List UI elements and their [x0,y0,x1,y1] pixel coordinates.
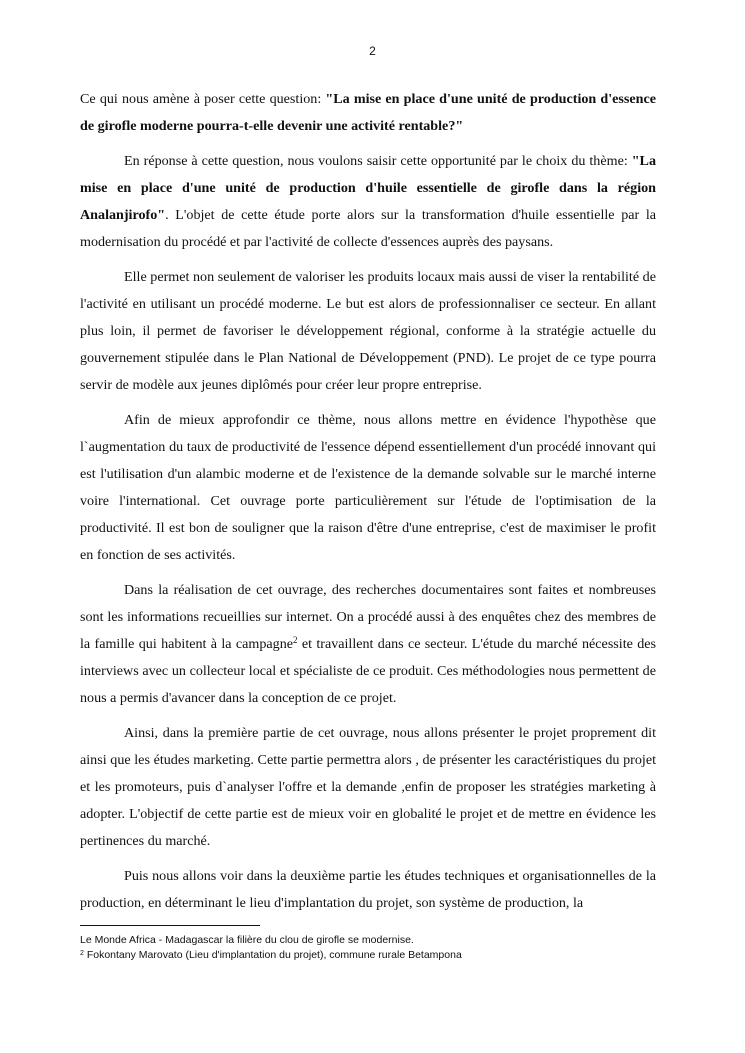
paragraph-1 [80,86,656,140]
paragraph-6: Ainsi, dans la première partie de cet ouvrage, nous allons présenter le projet proprement dit ainsi que les études marketing. Cette partie permettra alors , de présenter les caractéristiques du projet et les promoteurs, puis d`analyser l'offre et la demande ,enfin de proposer les stratégies marketing à adopter. L'objectif de cette partie est de mieux voir en globalité le projet et de mettre en évidence les pertinences du marché. [80,725,656,849]
paragraph-4: Afin de mieux approfondir ce thème, nous allons mettre en évidence l'hypothèse que l`augmentation du taux de productivité de l'essence dépend essentiellement d'un procédé innovant qui est l'utilisation d'un alambic moderne et de l'existence de la demande solvable sur le marché interne voire l'international. Cet ouvrage porte particulièrement sur l'étude de l'optimisation de la productivité. Il est bon de souligner que la raison d'être d'une entreprise, c'est de maximiser le profit en fonction de ses activités. [80,412,656,563]
footnote-1: Le Monde Africa - Madagascar la filière du clou de girofle se modernise. [80,934,414,946]
thesis-theme: "La mise en place d'une unité de production d'huile essentielle de girofle dans la région Analanjirofo" [80,153,656,223]
footnote-ref-2: 2 [293,635,298,645]
footnote-2-text: Fokontany Marovato (Lieu d'implantation du projet), commune rurale Betampona [83,949,462,961]
body-text [80,86,656,925]
paragraph-5-text-b: et travaillent dans ce secteur. L'étude du marché nécessite des interviews avec un collecteur local et spécialiste de ce produit. Ces méthodologies nous permettent de nous a permis d'avancer dans la conception de ce projet. [80,636,656,706]
footnotes [80,933,680,963]
paragraph-2 [80,148,656,256]
footnote-2-mark: 2 [80,950,84,957]
paragraph-5-text-a: Dans la réalisation de cet ouvrage, des recherches documentaires sont faites et nombreuses sont les informations recueillies sur internet. On a procédé aussi à des enquêtes chez des membres de la famille qui habitent à la campagne [80,582,656,652]
paragraph-1-text: Ce qui nous amène à poser cette question: [80,91,326,107]
research-question: "La mise en place d'une unité de production d'essence de girofle moderne pourra-t-elle devenir une activité rentable?" [80,91,657,134]
footnote-2 [80,948,680,963]
paragraph-5 [80,577,656,712]
paragraph-2-text: . L'objet de cette étude porte alors sur la transformation d'huile essentielle par la modernisation du procédé et par l'activité de collecte d'essences auprès des paysans. [80,207,656,250]
footnote-divider [80,925,260,926]
paragraph-3: Elle permet non seulement de valoriser les produits locaux mais aussi de viser la rentabilité de l'activité en utilisant un procédé moderne. Le but est alors de professionnaliser ce secteur. En allant plus loin, il permet de favoriser le développement régional, conforme à la stratégie actuelle du gouvernement stipulée dans le Plan National de Développement (PND). Le projet de ce type pourra servir de modèle aux jeunes diplômés pour créer leur propre entreprise. [80,269,656,393]
paragraph-7: Puis nous allons voir dans la deuxième partie les études techniques et organisationnelles de la production, en déterminant le lieu d'implantation du projet, son système de production, la [80,868,656,911]
paragraph-2-intro: En réponse à cette question, nous voulons saisir cette opportunité par le choix du thème: [124,153,632,169]
page-number: 2 [369,44,376,58]
